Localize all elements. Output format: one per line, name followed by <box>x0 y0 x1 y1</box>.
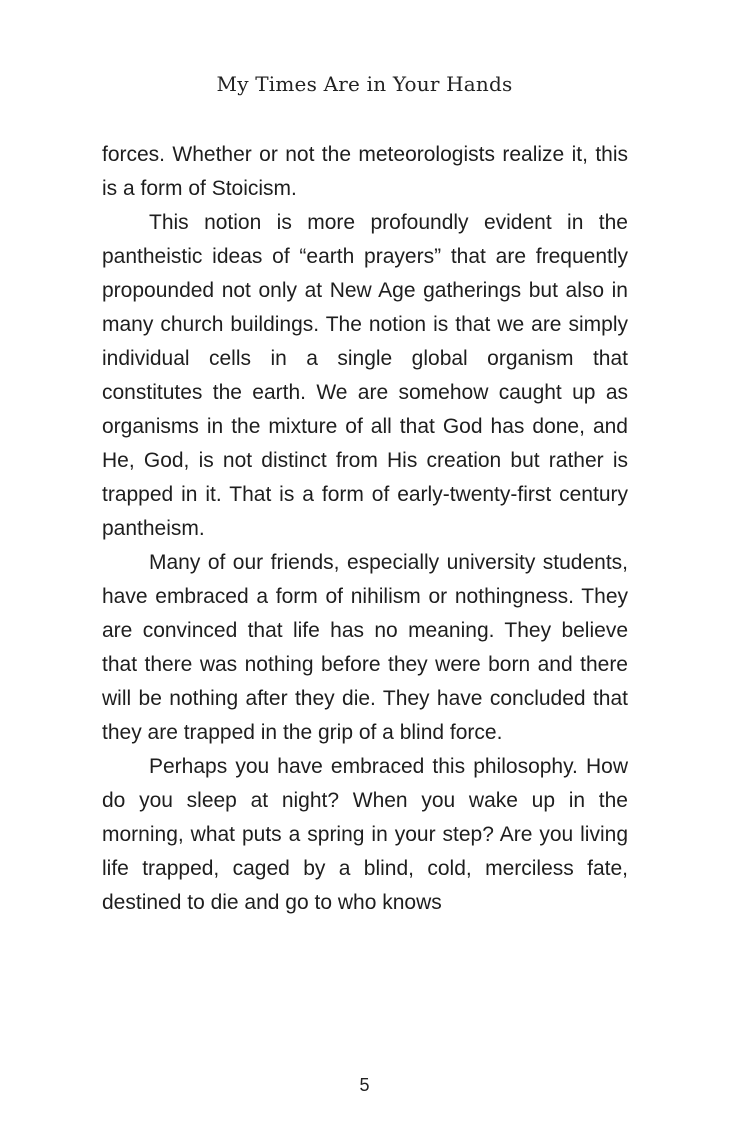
body-text <box>102 138 628 920</box>
paragraph-nihilism: Many of our friends, especially university students, have embraced a form of nihilism or nothingness. They are convinced that life has no meaning. They believe that there was nothing before they were born and there will be nothing after they die. They have concluded that they are trapped in the grip of a blind force. <box>102 551 628 744</box>
running-head-title: My Times Are in Your Hands <box>216 72 513 96</box>
paragraph-philosophy-question: Perhaps you have embraced this philosophy. How do you sleep at night? When you wake up in the morning, what puts a spring in your step? Are you living life trapped, caged by a blind, cold, merciless fate, destined to die and go to who knows <box>102 755 628 914</box>
paragraph-continuation: forces. Whether or not the meteorologists realize it, this is a form of Stoicism. <box>102 143 628 200</box>
page-number: 5 <box>359 1075 370 1095</box>
paragraph-pantheism: This notion is more profoundly evident in the pantheistic ideas of “earth prayers” that are frequently propounded not only at New Age gatherings but also in many church buildings. The notion is that we are simply individual cells in a single global organism that constitutes the earth. We are somehow caught up as organisms in the mixture of all that God has done, and He, God, is not distinct from His creation but rather is trapped in it. That is a form of early-twenty-first century pantheism. <box>102 211 628 540</box>
